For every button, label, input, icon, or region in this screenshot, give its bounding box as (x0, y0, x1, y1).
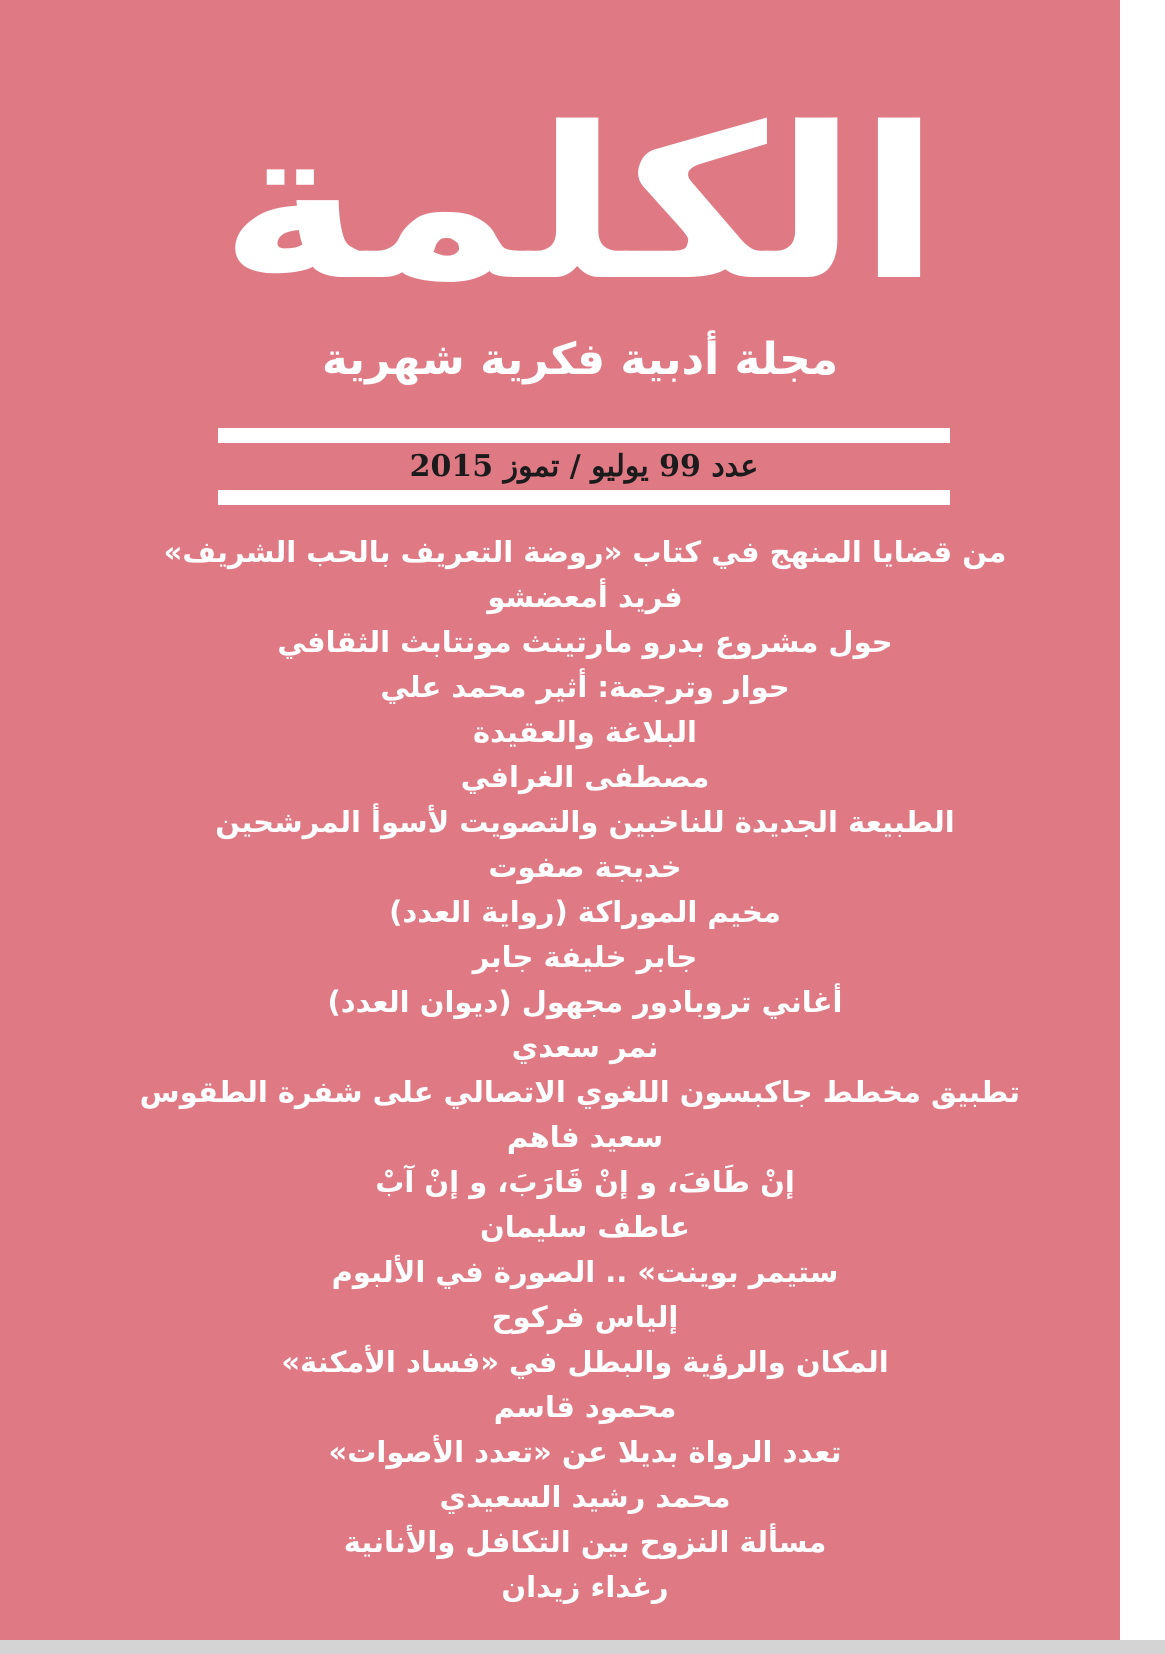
toc-entry: محمد رشيد السعيدي (439, 1480, 731, 1514)
issue-line: عدد 99 يوليو / تموز 2015 (409, 449, 759, 484)
masthead-title: الكلمة (219, 82, 941, 327)
masthead-tagline: مجلة أدبية فكرية شهرية (321, 334, 839, 385)
toc-entry: حوار وترجمة: أثير محمد علي (380, 670, 790, 704)
toc-entry: عاطف سليمان (480, 1210, 690, 1244)
toc-entry: المكان والرؤية والبطل في «فساد الأمكنة» (281, 1345, 889, 1379)
toc-entry: جابر خليفة جابر (472, 940, 698, 974)
toc-entry: أغاني تروبادور مجهول (ديوان العدد) (327, 985, 843, 1019)
toc-entry: حول مشروع بدرو مارتينث مونتابث الثقافي (277, 625, 893, 659)
toc-entry: نمر سعدي (511, 1030, 659, 1064)
page-edge-shadow (0, 1640, 1165, 1654)
toc-entry: مصطفى الغرافي (460, 760, 710, 794)
toc-entry: رغداء زيدان (501, 1570, 669, 1604)
toc-entry: مخيم الموراكة (رواية العدد) (389, 895, 781, 929)
toc-entry: محمود قاسم (493, 1390, 677, 1424)
toc-entry: إلياس فركوح (491, 1300, 679, 1334)
masthead-logo (200, 80, 960, 400)
toc-entry: خديجة صفوت (488, 850, 682, 884)
toc-entry: تعدد الرواة بديلا عن «تعدد الأصوات» (328, 1435, 842, 1469)
table-of-contents (139, 530, 1020, 1610)
toc-entry: تطبيق مخطط جاكبسون اللغوي الاتصالي على شفرة الطقوس (139, 1075, 1020, 1109)
toc-entry: مسألة النزوح بين التكافل والأنانية (343, 1525, 827, 1559)
toc-entry: البلاغة والعقيدة (473, 715, 697, 749)
toc-entry: إنْ طَافَ، و إنْ قَارَبَ، و إنْ آبْ (375, 1165, 795, 1199)
toc-entry: سعيد فاهم (506, 1120, 664, 1154)
toc-entry: ستيمر بوينت» .. الصورة في الألبوم (331, 1255, 839, 1289)
toc-entry: فريد أمعضشو (487, 580, 683, 614)
toc-entry: من قضايا المنهج في كتاب «روضة التعريف بالحب الشريف» (163, 535, 1007, 569)
toc-entry: الطبيعة الجديدة للناخبين والتصويت لأسوأ المرشحين (215, 805, 955, 839)
bottom-divider (218, 490, 950, 505)
top-divider (218, 428, 950, 443)
